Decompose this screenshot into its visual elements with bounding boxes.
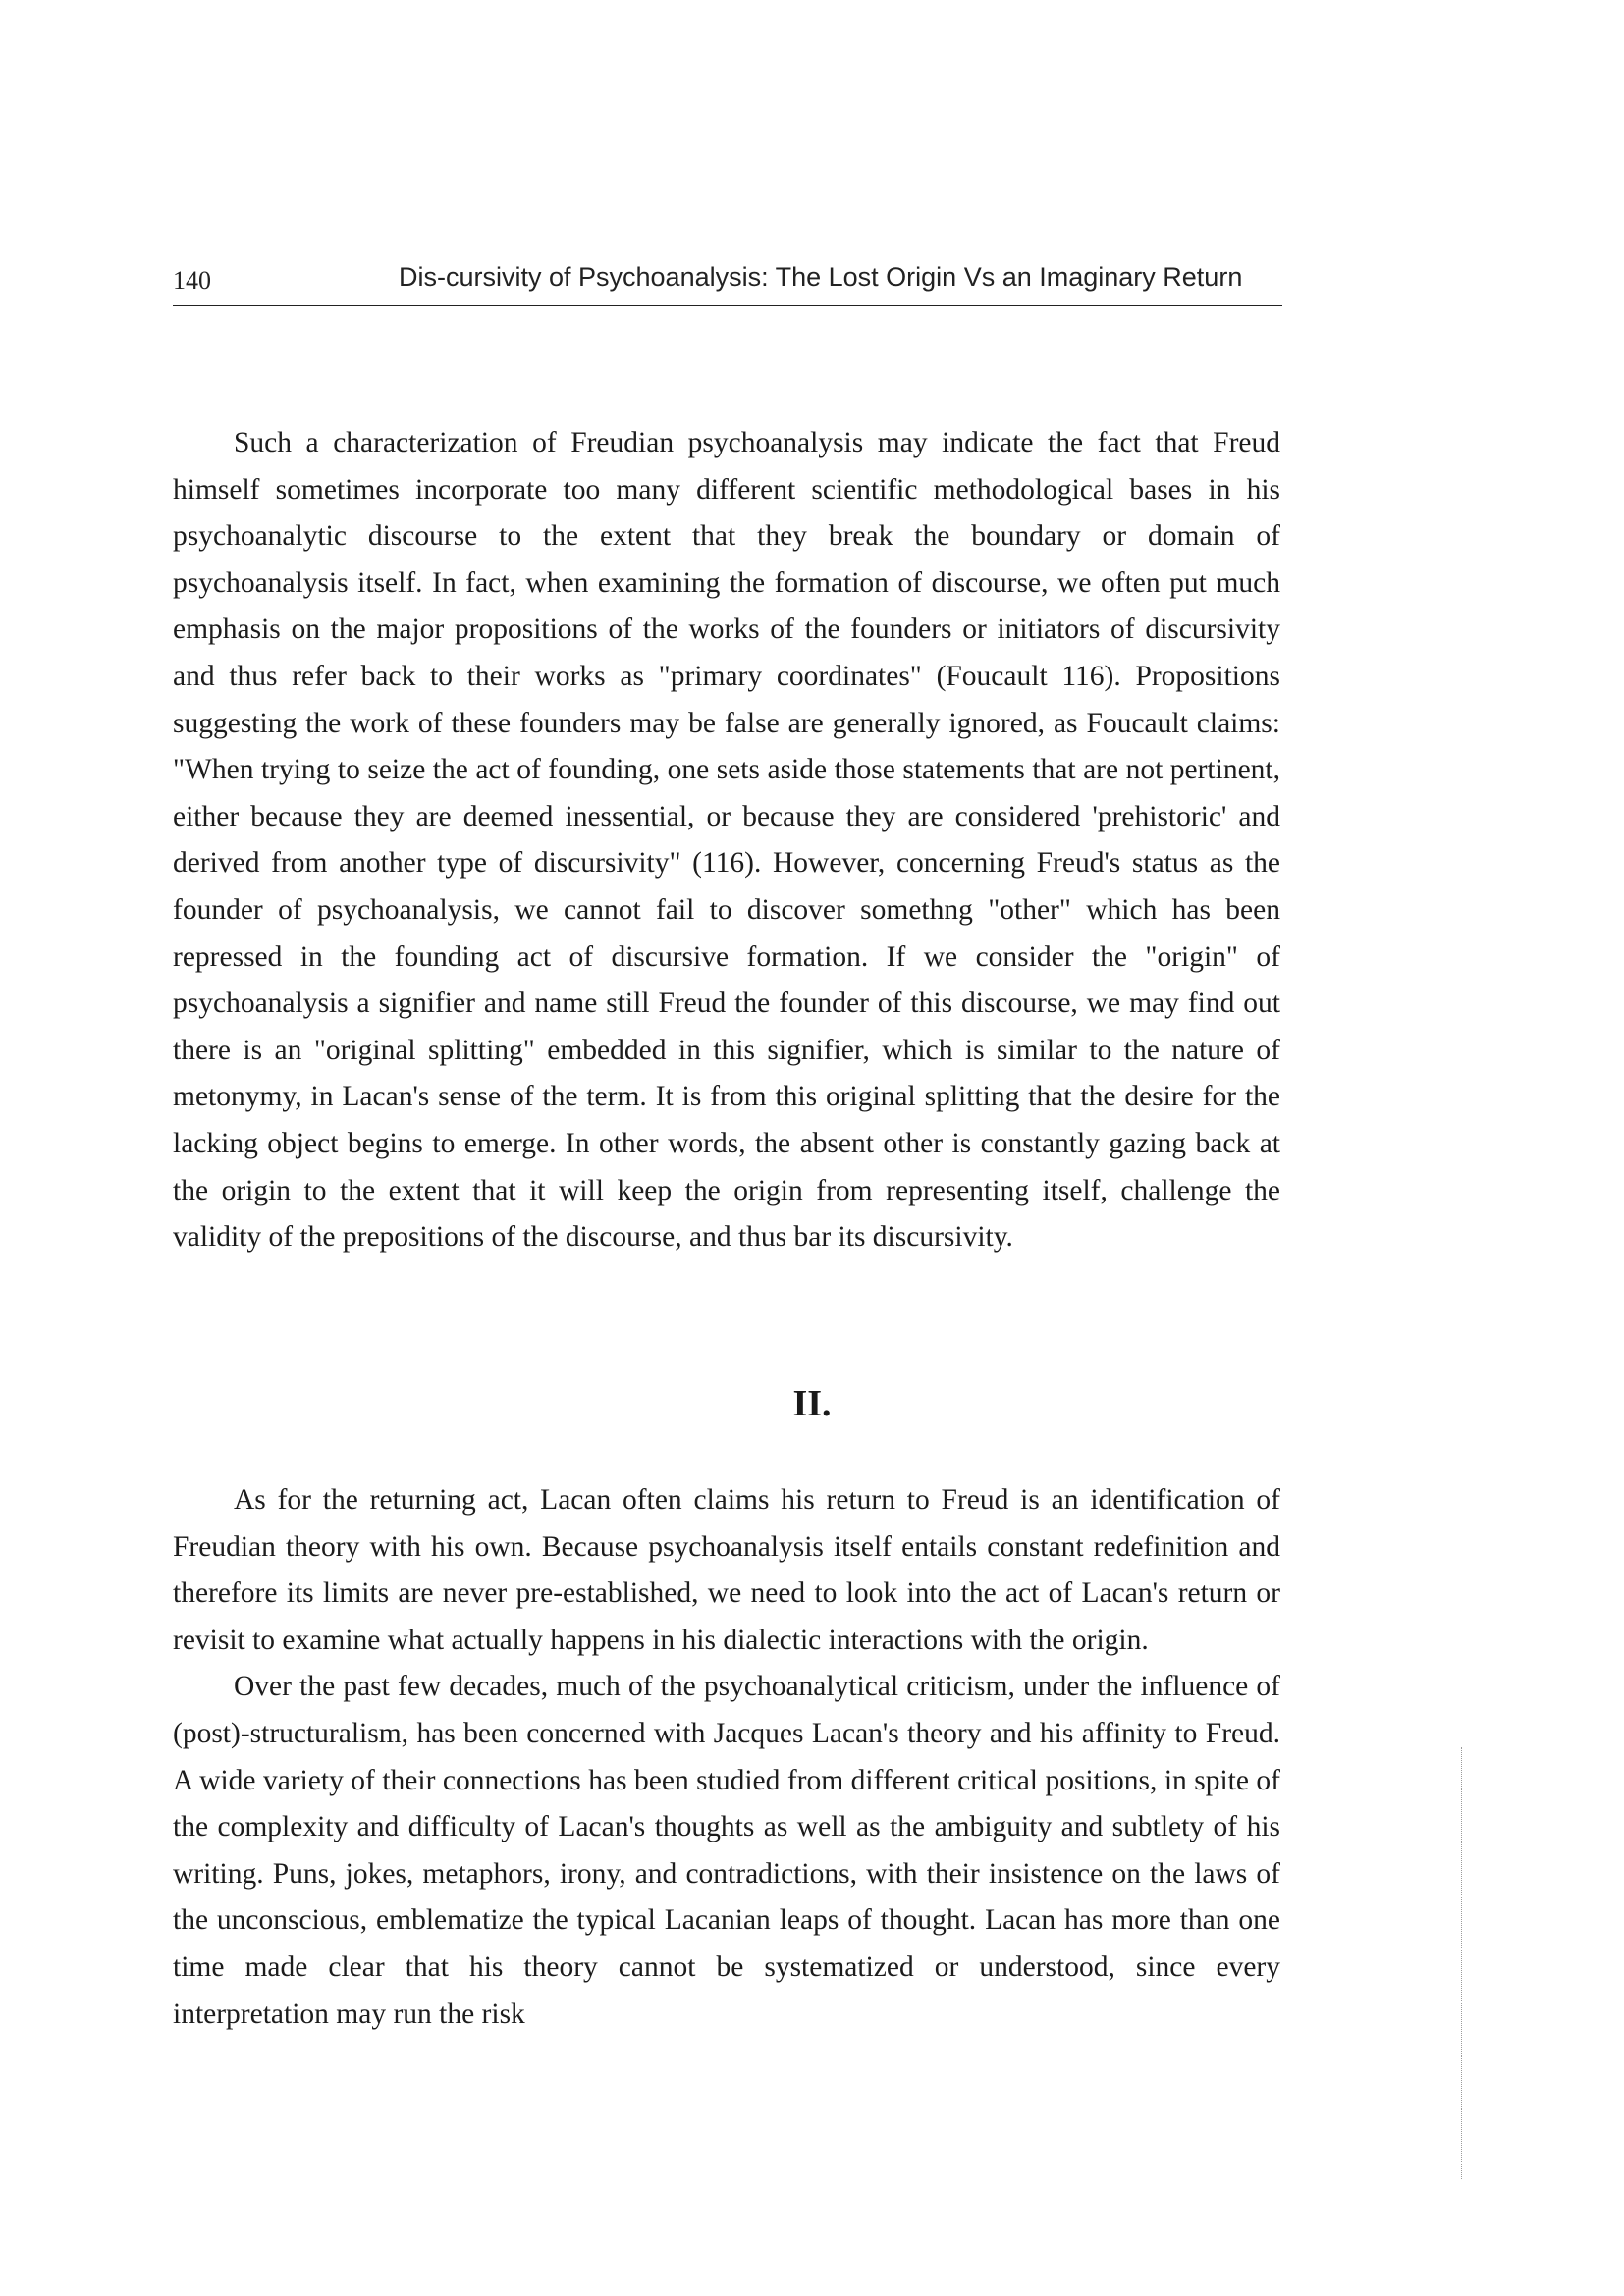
section-heading: II. [792,1383,832,1424]
running-header [173,260,1282,306]
paragraph: Over the past few decades, much of the psychoanalytical criticism, under the influence of (post)-structuralism, has been concerned with Jacques Lacan's theory and his affinity to Freud. A wide variety of their connections has been studied from different critical positions, in spite of the complexity and difficulty of Lacan's thoughts as well as the ambiguity and subtlety of his writing. Puns, jokes, metaphors, irony, and contradictions, with their insistence on the laws of the unconscious, emblematize the typical Lacanian leaps of thought. Lacan has more than one time made clear that his theory cannot be systematized or understood, since every interpretation may run the risk [173,1671,1280,2030]
section-one-body [173,420,1280,1261]
paragraph: As for the returning act, Lacan often claims his return to Freud is an identification of Freudian theory with his own. Because psychoanalysis itself entails constant redefinition and therefore its limits are never pre-established, we need to look into the act of Lacan's return or revisit to examine what actually happens in his dialectic interactions with the origin. [173,1484,1280,1656]
section-two-body [173,1477,1280,2038]
running-title: Dis-cursivity of Psychoanalysis: The Lost Origin Vs an Imaginary Return [399,262,1243,292]
page-number: 140 [173,266,211,294]
paragraph: Such a characterization of Freudian psychoanalysis may indicate the fact that Freud himself sometimes incorporate too many different scientific methodological bases in his psychoanalytic discourse to the extent that they break the boundary or domain of psychoanalysis itself. In fact, when examining the formation of discourse, we often put much emphasis on the major propositions of the works of the founders or initiators of discursivity and thus refer back to their works as "primary coordinates" (Foucault 116). Propositions suggesting the work of these founders may be false are generally ignored, as Foucault claims: "When trying to seize the act of founding, one sets aside those statements that are not pertinent, either because they are deemed inessential, or because they are considered 'prehistoric' and derived from another type of discursivity" (116). However, concerning Freud's status as the founder of psychoanalysis, we cannot fail to discover somethng "other" which has been repressed in the founding act of discursive formation. If we consider the "origin" of psychoanalysis a signifier and name still Freud the founder of this discourse, we may find out there is an "original splitting" embedded in this signifier, which is similar to the nature of metonymy, in Lacan's sense of the term. It is from this original splitting that the desire for the lacking object begins to emerge. In other words, the absent other is constantly gazing back at the origin to the extent that it will keep the origin from representing itself, challenge the validity of the prepositions of the discourse, and thus bar its discursivity. [173,427,1280,1254]
scan-artifact-line [1461,1747,1462,2179]
